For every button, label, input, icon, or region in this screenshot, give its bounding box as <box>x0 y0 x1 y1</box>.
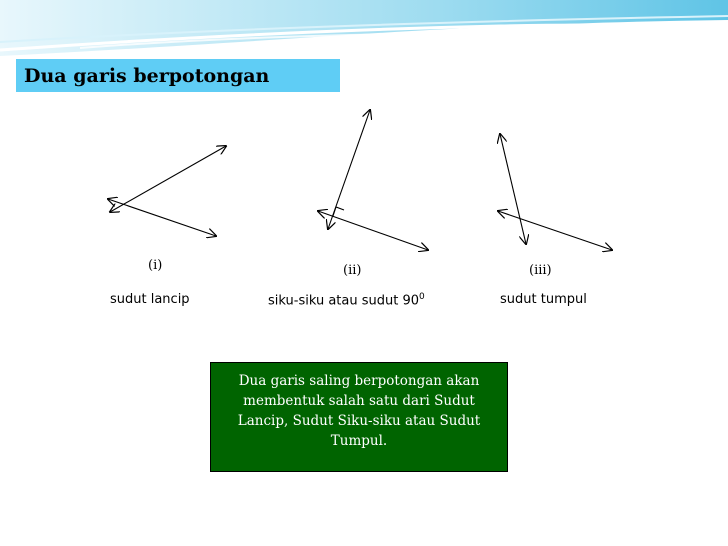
obtuse-line-2 <box>498 211 612 250</box>
acute-angle-figure <box>108 146 226 236</box>
figure-3-number: (iii) <box>529 263 552 278</box>
right-angle-figure <box>318 110 428 250</box>
obtuse-line-1 <box>500 134 526 244</box>
degree-superscript: 0 <box>419 292 425 302</box>
summary-note-text: Dua garis saling berpotongan akan membentuk salah satu dari Sudut Lancip, Sudut Siku-siku atau Sudut Tumpul. <box>237 373 481 449</box>
acute-line-2 <box>108 199 216 236</box>
right-angle-marker <box>333 207 344 216</box>
acute-angle-label: sudut lancip <box>110 292 190 307</box>
right-angle-label-text: siku-siku atau sudut 90 <box>268 293 420 309</box>
figure-2-number: (ii) <box>343 263 362 278</box>
summary-note-box <box>210 362 508 472</box>
right-line-2 <box>318 211 428 250</box>
slide-title: Dua garis berpotongan <box>24 65 270 87</box>
obtuse-angle-figure <box>498 134 612 250</box>
right-angle-label <box>268 292 425 308</box>
obtuse-angle-label: sudut tumpul <box>500 292 587 307</box>
acute-line-1 <box>110 146 226 212</box>
figure-1-number: (i) <box>148 258 163 273</box>
